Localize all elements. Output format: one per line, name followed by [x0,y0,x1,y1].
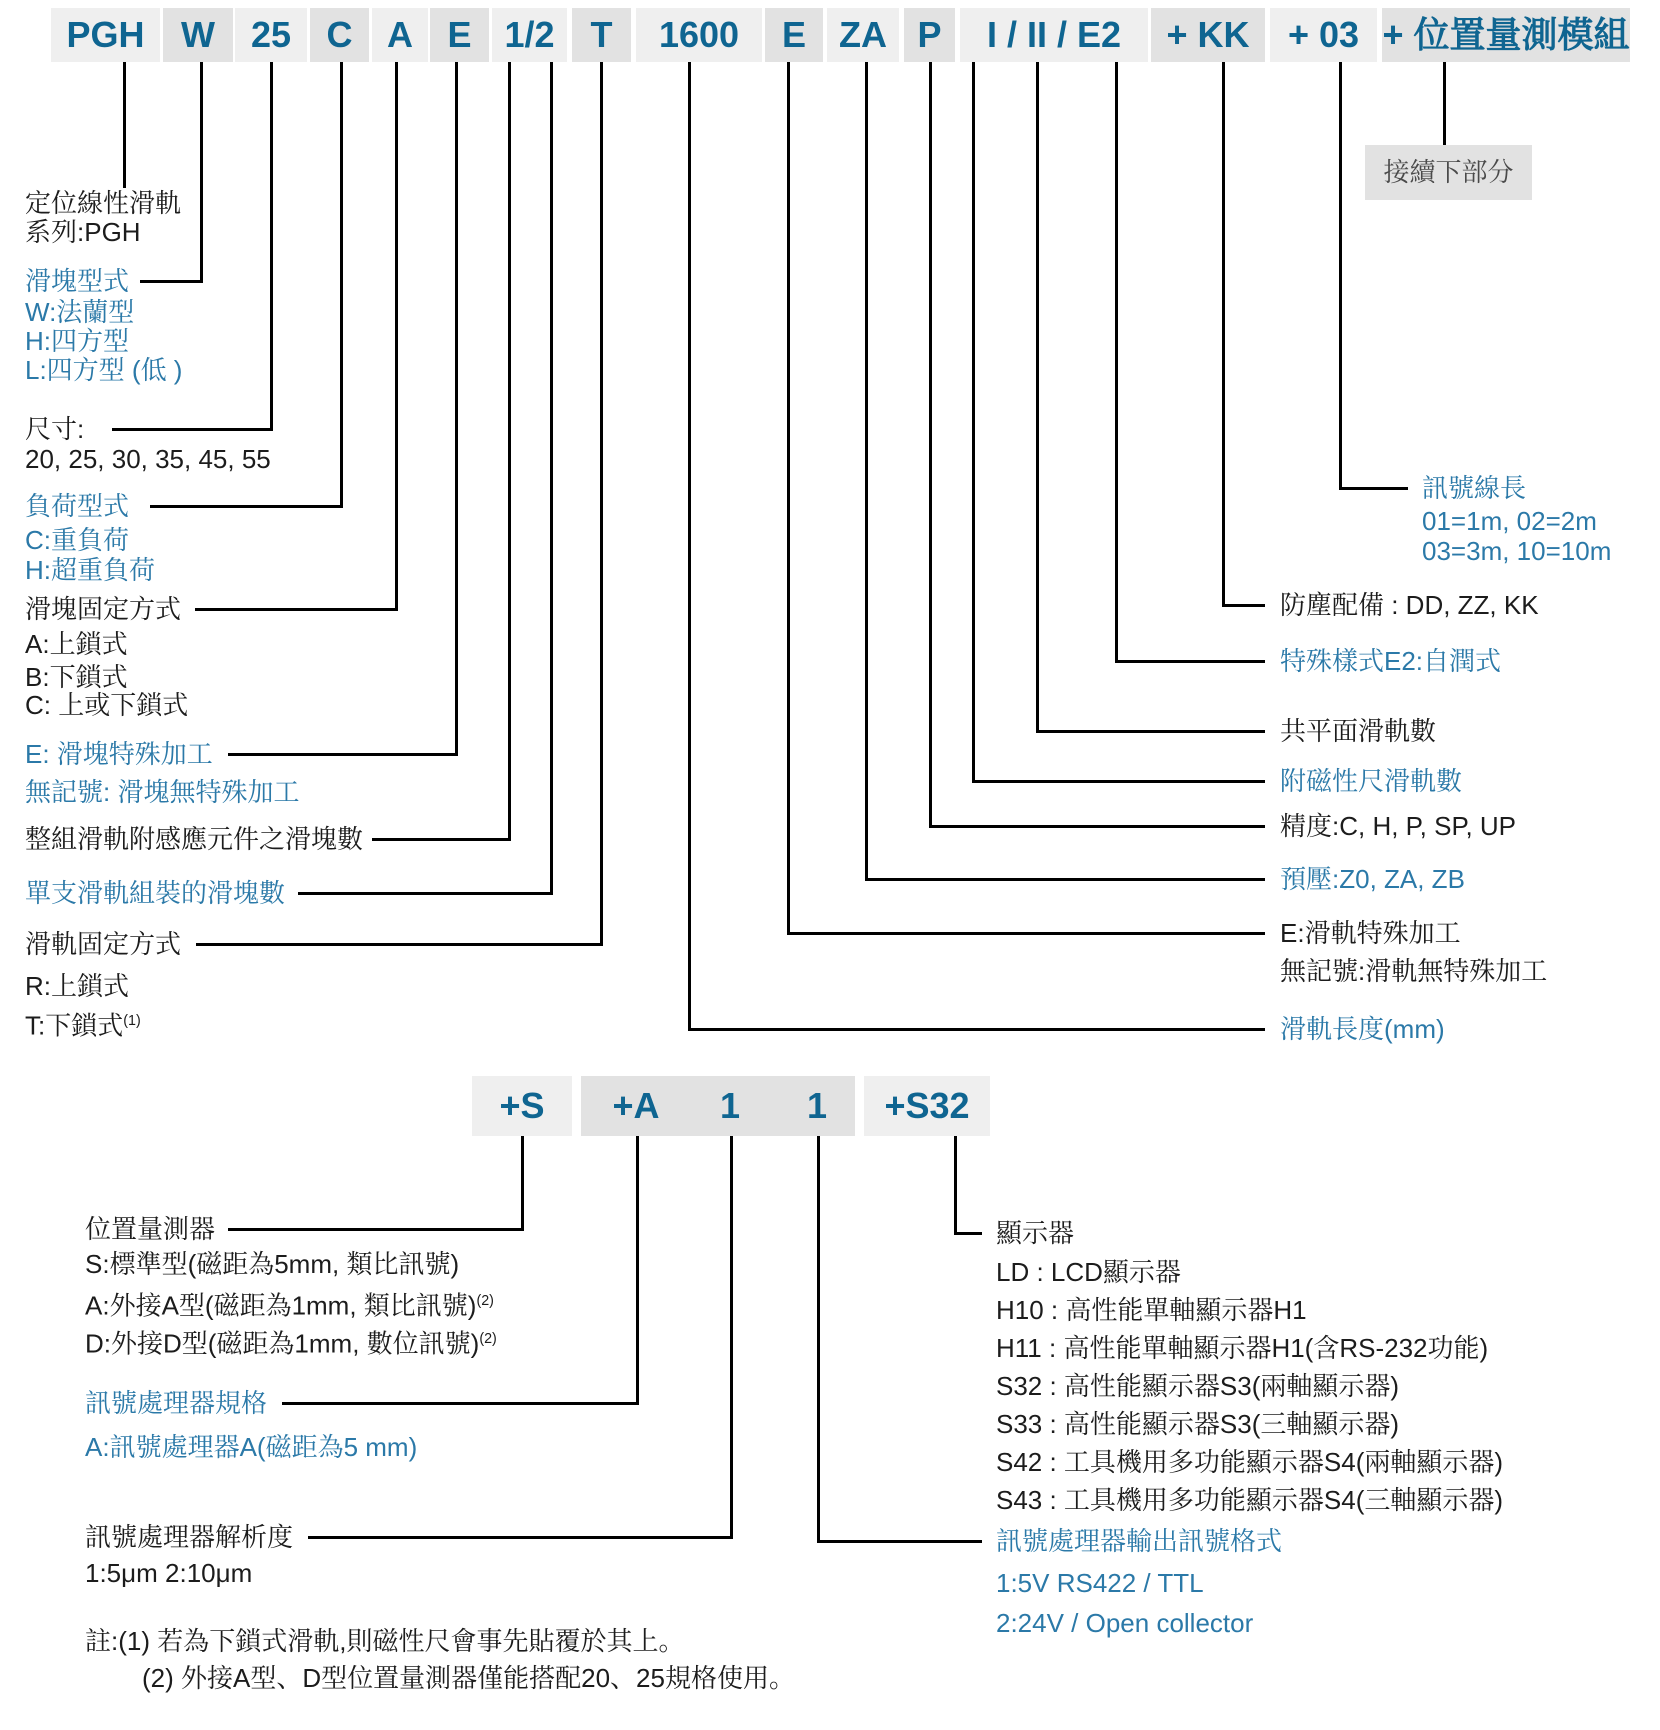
label-rail-length: 滑軌長度(mm) [1280,1014,1445,1044]
connector-line [508,62,511,841]
connector-line [1115,62,1118,663]
label-display-ld: LD : LCD顯示器 [996,1257,1181,1287]
connector-line [817,1540,982,1543]
label-block-type-w: W:法蘭型 [25,297,135,327]
connector-line [112,428,270,431]
connector-line [1222,62,1225,607]
connector-line [270,62,273,431]
label-size-title: 尺寸: [25,414,85,444]
connector-line [550,62,553,895]
label-block-mount-a: A:上鎖式 [25,629,128,659]
footnote-marker-2: (2) [476,1293,494,1309]
label-resolution-title: 訊號處理器解析度 [85,1522,294,1552]
note-2: (2) 外接A型、D型位置量測器僅能搭配20、25規格使用。 [142,1663,795,1693]
connector-line [972,62,975,783]
label-rail-mount-title: 滑軌固定方式 [25,929,182,959]
label-display-h11: H11 : 高性能單軸顯示器H1(含RS-232功能) [996,1333,1489,1363]
label-block-mount-c: C: 上或下鎖式 [25,690,189,720]
label-block-mount-title: 滑塊固定方式 [25,594,182,624]
label-size-values: 20, 25, 30, 35, 45, 55 [25,444,271,474]
connector-line [123,62,126,188]
connector-line [1036,730,1265,733]
connector-line [688,62,691,1031]
label-processor-title: 訊號處理器規格 [85,1388,268,1418]
code-segment-block-counts: 1/2 [492,8,567,62]
connector-line [1222,604,1265,607]
label-rail-mount-r: R:上鎖式 [25,971,130,1001]
connector-line [1339,62,1342,490]
label-display-s32: S32 : 高性能顯示器S3(兩軸顯示器) [996,1371,1400,1401]
continue-note-box: 接續下部分 [1365,145,1532,200]
code-segment-processor-group [581,1076,855,1136]
connector-line [521,1136,524,1231]
connector-line [228,1228,521,1231]
code-segment-position-module: + 位置量測模組 [1382,8,1630,62]
code-sub-processor-spec: +A [612,1085,660,1126]
label-block-type-h: H:四方型 [25,326,130,356]
connector-line [200,62,203,283]
code-segment-rail-length: 1600 [636,8,762,62]
connector-line [787,932,1265,935]
footnote-marker-1: (1) [123,1013,141,1029]
label-display-s43: S43 : 工具機用多功能顯示器S4(三軸顯示器) [996,1485,1504,1515]
connector-line [929,825,1265,828]
label-magnetic-rails: 附磁性尺滑軌數 [1280,766,1463,796]
label-series-line2: 系列:PGH [25,217,141,247]
code-segment-preload: ZA [827,8,899,62]
connector-line [282,1402,636,1405]
connector-line [929,62,932,828]
label-position-sensor-a: A:外接A型(磁距為1mm, 類比訊號)$^{(2)}$ [85,1290,494,1321]
label-load-c: C:重負荷 [25,525,130,555]
code-segment-load: C [310,8,369,62]
label-processor-a: A:訊號處理器A(磁距為5 mm) [85,1432,418,1462]
label-output-title: 訊號處理器輸出訊號格式 [996,1526,1283,1556]
connector-line [636,1136,639,1405]
connector-line [340,62,343,508]
footnote-marker-2: (2) [479,1331,497,1347]
label-block-mount-b: B:下鎖式 [25,662,128,692]
label-block-special-e: E: 滑塊特殊加工 [25,739,213,769]
code-segment-size: 25 [235,8,307,62]
connector-line [688,1028,1265,1031]
label-output-1: 1:5V RS422 / TTL [996,1568,1204,1598]
label-block-special-none: 無記號: 滑塊無特殊加工 [25,777,300,807]
connector-line [195,608,395,611]
connector-line [787,62,790,935]
connector-line [865,878,1265,881]
code-segment-dust: + KK [1151,8,1265,62]
label-blocks-per-rail: 單支滑軌組裝的滑塊數 [25,878,286,908]
label-preload: 預壓:Z0, ZA, ZB [1280,864,1465,894]
note-1: 註:(1) 若為下鎖式滑軌,則磁性尺會事先貼覆於其上。 [85,1626,685,1656]
connector-line [954,1136,957,1235]
connector-line [1036,62,1039,733]
connector-line [817,1136,820,1543]
code-segment-block-type: W [163,8,233,62]
label-display-s42: S42 : 工具機用多功能顯示器S4(兩軸顯示器) [996,1447,1504,1477]
code-segment-rail-numbers: I / II / E2 [960,8,1148,62]
connector-line [150,505,340,508]
code-segment-cable: + 03 [1270,8,1377,62]
label-cable-l2: 03=3m, 10=10m [1422,536,1612,566]
label-cable-title: 訊號線長 [1422,473,1527,503]
label-load-title: 負荷型式 [25,491,130,521]
connector-line [1443,62,1446,145]
connector-line [228,753,455,756]
code-segment-series: PGH [51,8,160,62]
label-resolution-values: 1:5μm 2:10μm [85,1558,253,1588]
label-sensor-blocks: 整組滑軌附感應元件之滑塊數 [25,824,364,854]
connector-line [1115,660,1265,663]
connector-line [1339,487,1408,490]
label-display-title: 顯示器 [996,1218,1075,1248]
connector-line [730,1136,733,1539]
code-segment-rail-special: E [765,8,823,62]
label-block-type-title: 滑塊型式 [25,266,130,296]
label-series-line1: 定位線性滑軌 [25,188,182,218]
code-segment-display: +S32 [864,1076,990,1136]
code-segment-block-mount: A [372,8,428,62]
code-sub-processor-resolution: 1 [719,1085,741,1126]
connector-line [865,62,868,881]
code-segment-rail-mount: T [572,8,631,62]
code-segment-accuracy: P [904,8,955,62]
label-accuracy: 精度:C, H, P, SP, UP [1280,811,1517,841]
connector-line [372,838,508,841]
label-block-type-l: L:四方型 (低 ) [25,355,183,385]
connector-line [308,1536,730,1539]
label-output-2: 2:24V / Open collector [996,1608,1254,1638]
label-coplanar-rails: 共平面滑軌數 [1280,716,1437,746]
code-sub-processor-output: 1 [806,1085,828,1126]
label-load-h: H:超重負荷 [25,555,156,585]
connector-line [972,780,1265,783]
connector-line [140,280,200,283]
label-rail-special-none: 無記號:滑軌無特殊加工 [1280,956,1548,986]
label-position-sensor-d: D:外接D型(磁距為1mm, 數位訊號)$^{(2)}$ [85,1328,497,1359]
label-position-sensor-title: 位置量測器 [85,1214,216,1244]
label-display-h10: H10 : 高性能單軸顯示器H1 [996,1295,1307,1325]
label-rail-mount-t: T:下鎖式$^{(1)}$ [25,1010,141,1041]
label-dust: 防塵配備 : DD, ZZ, KK [1280,590,1539,620]
label-display-s33: S33 : 高性能顯示器S3(三軸顯示器) [996,1409,1400,1439]
label-special-e2: 特殊樣式E2:自潤式 [1280,646,1502,676]
connector-line [395,62,398,611]
label-position-sensor-s: S:標準型(磁距為5mm, 類比訊號) [85,1249,460,1279]
connector-line [196,943,600,946]
code-segment-block-special: E [430,8,489,62]
code-segment-position-sensor: +S [472,1076,572,1136]
label-cable-l1: 01=1m, 02=2m [1422,506,1597,536]
connector-line [298,892,550,895]
connector-line [455,62,458,756]
connector-line [954,1232,982,1235]
label-rail-special-e: E:滑軌特殊加工 [1280,918,1461,948]
connector-line [600,62,603,946]
